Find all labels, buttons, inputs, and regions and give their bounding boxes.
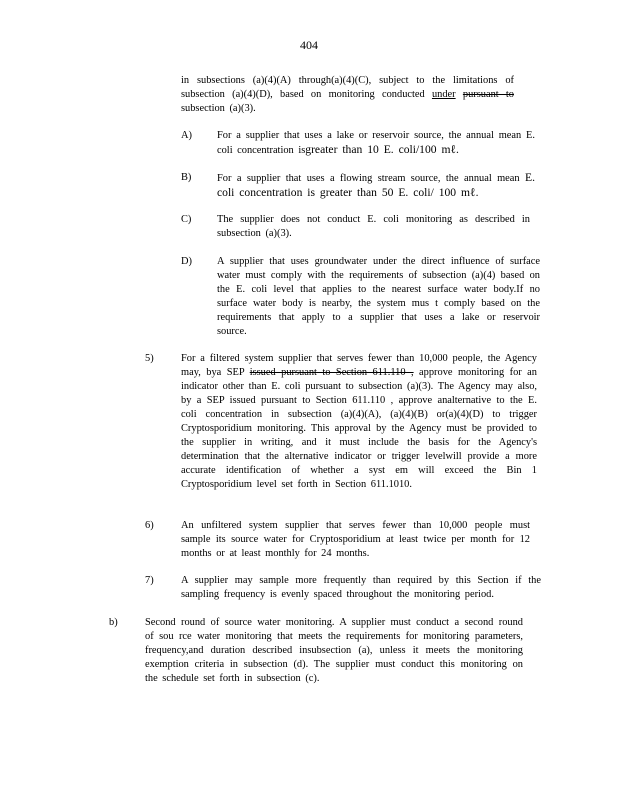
item-b-sub-text [217, 171, 535, 201]
item-a-label: A) [181, 130, 192, 141]
item-6-text: An unfiltered system supplier that serves fewer than 10,000 people must sample its source water for Cryptosporidium at least twice per month for 12 months or at least monthly for 24 months. [181, 520, 530, 559]
item-a-text-small: For a supplier that uses a lake or reservoir source, the annual mean E. coli concentration is [217, 130, 535, 156]
intro-text-1: in subsections (a)(4)(A) through(a)(4)(C), subject to the limitations of subsection (a)(4)(D), based on monitoring conducted [181, 75, 514, 100]
item-b-sub-text-small: For a supplier that uses a flowing stream source, the annual mean [217, 173, 526, 184]
item-5-label: 5) [145, 353, 154, 364]
item-6-label: 6) [145, 520, 154, 531]
item-c-text: The supplier does not conduct E. coli monitoring as described in subsection (a)(3). [217, 214, 530, 239]
item-d-text: A supplier that uses groundwater under the direct influence of surface water must comply with the requirements of subsection (a)(4) based on the E. coli level that applies to the nearest surface water body.If no surface water body is nearby, the system mus t comply based on the requirements that apply to a supplier that uses a lake or reservoir source. [217, 256, 540, 337]
item-5-deleted-text: issued pursuant to Section 611.110 , [249, 367, 414, 378]
item-5-text-2: approve monitoring for an indicator other than E. coli pursuant to subsection (a)(3). The Agency may also, by a SEP issued pursuant to Section 611.110 , approve analternative to the E. coli concentration in subsection (a)(4)(A), (a)(4)(B) or(a)(4)(D) to trigger Cryptosporidium monitoring. This approval by the Agency must be provided to the supplier in writing, and it must include the basis for the Agency's determination that the alternative indicator or trigger levelwill provide a more accurate identification of whether a syst em will exceed the Bin 1 Cryptosporidium level set forth in Section 611.1010. [181, 367, 537, 490]
item-5-text [181, 352, 537, 492]
item-b-text: Second round of source water monitoring. A supplier must conduct a second round of sou rce water monitoring that meets the requirements for monitoring parameters, frequency,and duration described insubsection (a), unless it meets the monitoring exemption criteria in subsection (d). The supplier must conduct this monitoring on the schedule set forth in subsection (c). [145, 617, 523, 684]
item-a-text-large: greater than 10 E. coli/100 mℓ. [305, 143, 459, 156]
deleted-text: pursuant to [462, 89, 514, 100]
item-a-text [217, 129, 535, 158]
item-c-label: C) [181, 214, 192, 225]
intro-text-2: subsection (a)(3). [181, 103, 256, 114]
item-b-sub-text-large: E. coli concentration is greater than 50 E. coli/ 100 mℓ. [217, 171, 535, 199]
item-5-text-1: For a filtered system supplier that serves fewer than 10,000 people, the Agency may, bya SEP [181, 353, 537, 378]
inserted-text: under [431, 89, 456, 100]
item-b-label: b) [109, 617, 118, 628]
item-b-sub-label: B) [181, 172, 192, 183]
intro-paragraph [181, 74, 514, 116]
item-d-label: D) [181, 256, 192, 267]
page-number: 404 [300, 38, 318, 52]
item-7-text: A supplier may sample more frequently than required by this Section if the sampling frequency is evenly spaced throughout the monitoring period. [181, 575, 541, 600]
item-7-label: 7) [145, 575, 154, 586]
